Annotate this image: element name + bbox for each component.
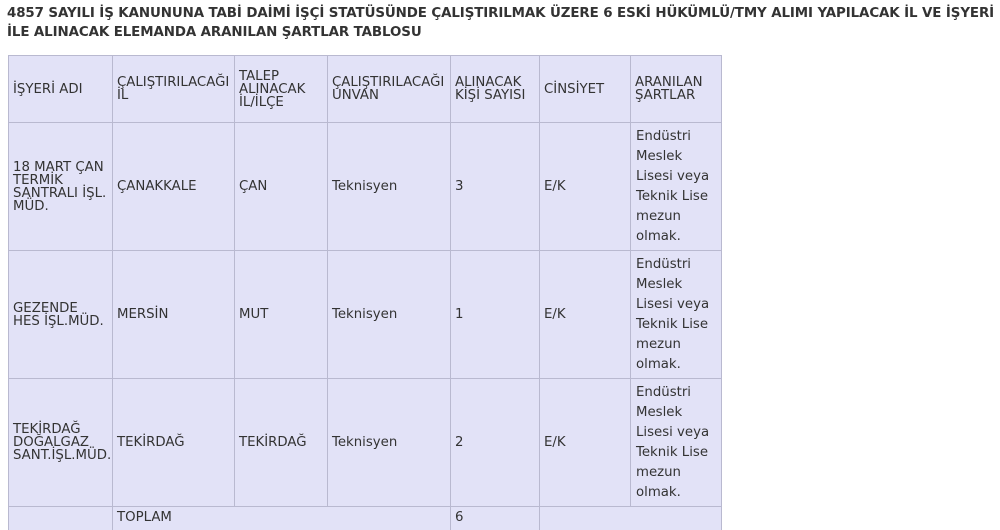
header-title: ÇALIŞTIRILACAĞI UNVAN bbox=[328, 56, 451, 123]
cell-province: TEKİRDAĞ bbox=[113, 379, 235, 507]
total-empty-cell bbox=[9, 507, 113, 530]
cell-title: Teknisyen bbox=[328, 251, 451, 379]
cell-requirements: Endüstri Meslek Lisesi veya Teknik Lise mezun olmak. bbox=[631, 123, 722, 251]
cell-workplace: TEKİRDAĞ DOĞALGAZ SANT.İŞL.MÜD. bbox=[9, 379, 113, 507]
cell-request-location: MUT bbox=[235, 251, 328, 379]
cell-count: 3 bbox=[451, 123, 540, 251]
table-row bbox=[9, 251, 722, 379]
header-gender: CİNSİYET bbox=[540, 56, 631, 123]
cell-request-location: ÇAN bbox=[235, 123, 328, 251]
cell-workplace: GEZENDE HES İŞL.MÜD. bbox=[9, 251, 113, 379]
total-empty-cell bbox=[540, 507, 722, 530]
cell-count: 2 bbox=[451, 379, 540, 507]
cell-province: ÇANAKKALE bbox=[113, 123, 235, 251]
cell-count: 1 bbox=[451, 251, 540, 379]
total-label: TOPLAM bbox=[113, 507, 451, 530]
header-request-location: TALEP ALINACAK İL/İLÇE bbox=[235, 56, 328, 123]
cell-title: Teknisyen bbox=[328, 379, 451, 507]
cell-gender: E/K bbox=[540, 379, 631, 507]
cell-requirements: Endüstri Meslek Lisesi veya Teknik Lise mezun olmak. bbox=[631, 379, 722, 507]
cell-request-location: TEKİRDAĞ bbox=[235, 379, 328, 507]
total-count: 6 bbox=[451, 507, 540, 530]
requirements-table bbox=[8, 55, 722, 530]
table-total-row bbox=[9, 507, 722, 530]
cell-title: Teknisyen bbox=[328, 123, 451, 251]
document-title: 4857 SAYILI İŞ KANUNUNA TABİ DAİMİ İŞÇİ STATÜSÜNDE ÇALIŞTIRILMAK ÜZERE 6 ESKİ HÜKÜMLÜ/TMY ALIMI YAPILACAK İL VE İŞYERİ İLE ALINACAK ELEMANDA ARANILAN ŞARTLAR TABLOSU bbox=[7, 6, 995, 40]
header-count: ALINACAK KİŞİ SAYISI bbox=[451, 56, 540, 123]
table-row bbox=[9, 123, 722, 251]
table-row bbox=[9, 379, 722, 507]
table-header-row bbox=[9, 56, 722, 123]
cell-workplace: 18 MART ÇAN TERMİK SANTRALI İŞL. MÜD. bbox=[9, 123, 113, 251]
header-province: ÇALIŞTIRILACAĞI İL bbox=[113, 56, 235, 123]
cell-province: MERSİN bbox=[113, 251, 235, 379]
cell-requirements: Endüstri Meslek Lisesi veya Teknik Lise mezun olmak. bbox=[631, 251, 722, 379]
header-workplace: İŞYERİ ADI bbox=[9, 56, 113, 123]
cell-gender: E/K bbox=[540, 123, 631, 251]
cell-gender: E/K bbox=[540, 251, 631, 379]
header-requirements: ARANILAN ŞARTLAR bbox=[631, 56, 722, 123]
